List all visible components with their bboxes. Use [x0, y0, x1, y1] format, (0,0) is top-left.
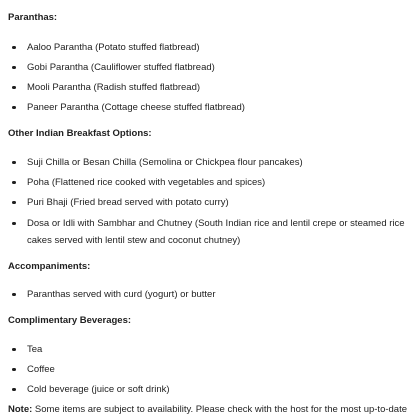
availability-note	[8, 404, 407, 415]
list-item-text: Cold beverage (juice or soft drink)	[27, 384, 170, 395]
bullet-icon	[12, 106, 16, 110]
section-heading-other-options: Other Indian Breakfast Options:	[8, 128, 152, 139]
list-item-text: Tea	[27, 344, 43, 355]
bullet-icon	[12, 388, 16, 392]
list-item-text: Mooli Parantha (Radish stuffed flatbread)	[27, 82, 201, 93]
list-item-text: Paneer Parantha (Cottage cheese stuffed flatbread)	[27, 102, 245, 113]
list-item-text: Poha (Flattened rice cooked with vegetables and spices)	[27, 177, 266, 188]
list-item-text: Suji Chilla or Besan Chilla (Semolina or Chickpea flour pancakes)	[27, 157, 303, 168]
bullet-icon	[12, 201, 16, 205]
list-item-text: Aaloo Parantha (Potato stuffed flatbread)	[27, 42, 200, 53]
section-heading-accompaniments: Accompaniments:	[8, 261, 91, 272]
list-item-text: Dosa or Idli with Sambhar and Chutney (South Indian rice and lentil crepe or steamed rice cakes served with lentil stew and coconut chutney)	[27, 218, 405, 246]
list-item-text: Paranthas served with curd (yogurt) or butter	[27, 289, 216, 300]
bullet-icon	[12, 181, 16, 185]
bullet-icon	[12, 161, 16, 165]
list-item-text: Gobi Parantha (Cauliflower stuffed flatbread)	[27, 62, 215, 73]
note-label: Note:	[8, 404, 33, 415]
bullet-icon	[12, 222, 16, 226]
list-item-text: Puri Bhaji (Fried bread served with potato curry)	[27, 197, 229, 208]
section-heading-paranthas: Paranthas:	[8, 12, 58, 23]
section-heading-beverages: Complimentary Beverages:	[8, 315, 132, 326]
bullet-icon	[12, 86, 16, 90]
list-item-text: Coffee	[27, 364, 55, 375]
bullet-icon	[12, 46, 16, 50]
bullet-icon	[12, 66, 16, 70]
note-text: Some items are subject to availability. Please check with the host for the most up-to-date	[32, 404, 408, 415]
bullet-icon	[12, 368, 16, 372]
bullet-icon	[12, 348, 16, 352]
bullet-icon	[12, 293, 16, 297]
